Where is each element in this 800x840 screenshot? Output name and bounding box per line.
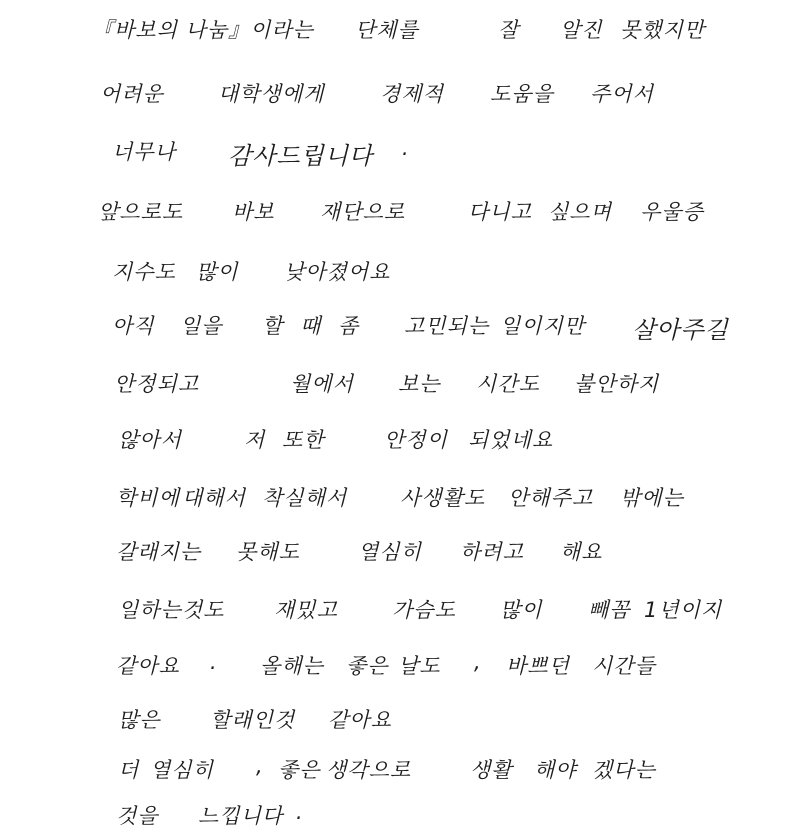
handwritten-word: 우울증 xyxy=(640,200,704,224)
handwritten-word: 생활 xyxy=(470,758,513,782)
handwritten-word: 많이 xyxy=(500,598,543,622)
handwritten-word: 가슴도 xyxy=(392,598,456,622)
letter-line xyxy=(0,196,800,232)
handwritten-word: 월에서 xyxy=(290,372,354,396)
handwritten-word: 않아서 xyxy=(118,428,182,452)
handwritten-word: 좋은 xyxy=(346,654,389,678)
handwritten-word: 알진 xyxy=(560,18,603,42)
handwritten-word: 많은 xyxy=(118,708,161,732)
handwritten-word: 다니고 xyxy=(468,200,532,224)
letter-line xyxy=(0,78,800,114)
letter-line xyxy=(0,256,800,292)
handwritten-word: 지수도 xyxy=(112,260,176,284)
handwritten-word: , xyxy=(256,754,264,778)
handwritten-word: 사생활도 xyxy=(400,486,486,510)
letter-line xyxy=(0,594,800,630)
letter-line xyxy=(0,136,800,172)
handwritten-word: 감사드립니다 xyxy=(228,142,374,170)
handwritten-word: 불안하지 xyxy=(574,372,660,396)
handwritten-word: 시간들 xyxy=(592,654,656,678)
handwritten-word: 낮아졌어요 xyxy=(284,260,391,284)
handwritten-word: 대학생에게 xyxy=(218,82,325,106)
handwritten-word: 안정이 xyxy=(384,428,448,452)
handwritten-word: 시간도 xyxy=(476,372,540,396)
handwritten-word: 아직 xyxy=(112,314,155,338)
handwritten-word: 잘 xyxy=(498,18,520,42)
letter-line xyxy=(0,704,800,740)
handwritten-word: 너무나 xyxy=(112,140,176,164)
handwritten-word: 할 xyxy=(262,314,284,338)
handwritten-word: 주어서 xyxy=(590,82,654,106)
letter-line xyxy=(0,754,800,790)
letter-line xyxy=(0,800,800,836)
handwritten-word: 올해는 xyxy=(260,654,324,678)
handwritten-word: 단체를 xyxy=(355,18,419,42)
handwritten-word: 학비에 xyxy=(116,486,180,510)
handwritten-word: . xyxy=(210,650,218,674)
handwritten-word: 어려운 xyxy=(100,82,164,106)
handwritten-word: 밖에는 xyxy=(620,486,684,510)
handwritten-word: , xyxy=(474,650,482,674)
handwritten-word: 못했지만 xyxy=(620,18,706,42)
handwritten-word: 『바보의 나눔』이라는 xyxy=(92,18,314,42)
handwritten-word: 좀 xyxy=(338,314,360,338)
handwritten-word: 해요 xyxy=(560,540,603,564)
handwritten-word: 같아요 xyxy=(116,654,180,678)
letter-line xyxy=(0,650,800,686)
handwritten-word: 안해주고 xyxy=(508,486,594,510)
handwritten-word: 도움을 xyxy=(490,82,554,106)
handwritten-word: 때 xyxy=(300,314,322,338)
handwritten-word: 해야 xyxy=(534,758,577,782)
handwritten-word: 살아주길 xyxy=(632,316,729,344)
handwritten-word: 많이 xyxy=(196,260,239,284)
handwritten-word: 일을 xyxy=(180,314,223,338)
handwritten-word: 되었네요 xyxy=(468,428,554,452)
handwritten-word: 열심히 xyxy=(150,758,214,782)
handwritten-word: 착실해서 xyxy=(262,486,348,510)
handwritten-word: 재단으로 xyxy=(320,200,406,224)
handwritten-word: . xyxy=(402,136,410,160)
handwritten-word: 대해서 xyxy=(182,486,246,510)
letter-line xyxy=(0,482,800,518)
letter-line xyxy=(0,310,800,346)
letter-line xyxy=(0,368,800,404)
handwritten-word: 1년이지 xyxy=(644,598,723,622)
handwritten-word: 일이지만 xyxy=(500,314,586,338)
handwritten-word: 싶으며 xyxy=(548,200,612,224)
handwritten-word: 저 xyxy=(244,428,266,452)
handwritten-word: 열심히 xyxy=(358,540,422,564)
handwritten-word: 바쁘던 xyxy=(506,654,570,678)
handwritten-word: 더 xyxy=(118,758,140,782)
handwritten-word: 할래인것 xyxy=(210,708,296,732)
handwritten-word: 또한 xyxy=(282,428,325,452)
handwritten-word: 겠다는 xyxy=(592,758,656,782)
handwritten-word: 느낍니다 xyxy=(198,804,284,828)
handwritten-word: 보는 xyxy=(398,372,441,396)
handwritten-word: 같아요 xyxy=(328,708,392,732)
handwritten-word: 바보 xyxy=(232,200,275,224)
letter-line xyxy=(0,424,800,460)
handwritten-word: 빼꼼 xyxy=(588,598,631,622)
handwritten-word: . xyxy=(296,800,304,824)
handwritten-word: 좋은 xyxy=(278,758,321,782)
handwritten-word: 날도 xyxy=(398,654,441,678)
handwritten-word: 재밌고 xyxy=(274,598,338,622)
handwritten-word: 안정되고 xyxy=(114,372,200,396)
handwritten-word: 못해도 xyxy=(236,540,300,564)
handwritten-word: 하려고 xyxy=(460,540,524,564)
handwritten-word: 고민되는 xyxy=(404,314,490,338)
handwritten-word: 갈래지는 xyxy=(116,540,202,564)
handwritten-word: 일하는것도 xyxy=(118,598,225,622)
handwritten-word: 앞으로도 xyxy=(98,200,184,224)
handwritten-word: 생각으로 xyxy=(326,758,412,782)
handwritten-word: 경제적 xyxy=(380,82,444,106)
letter-line xyxy=(0,14,800,50)
handwritten-word: 것을 xyxy=(116,804,159,828)
letter-line xyxy=(0,536,800,572)
